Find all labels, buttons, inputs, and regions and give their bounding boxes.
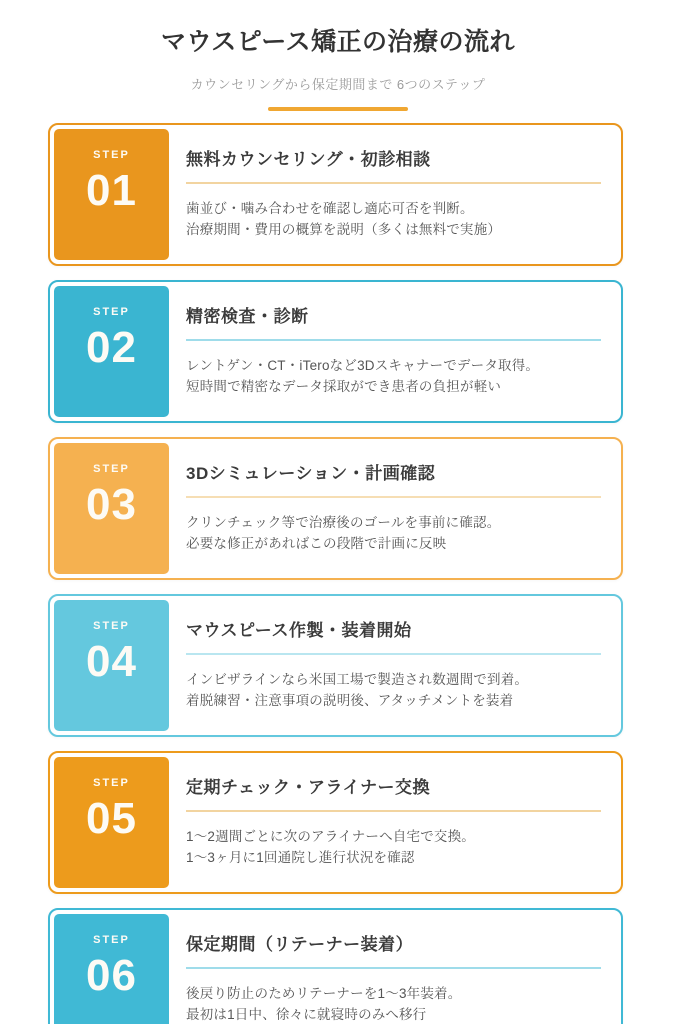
step-card-2 [48,280,623,423]
step-description-line1: クリンチェック等で治療後のゴールを事前に確認。 [186,515,501,530]
step-number-block [54,600,169,731]
step-title: 保定期間（リテーナー装着） [186,935,414,954]
step-list [48,123,623,1024]
step-content [169,914,617,1024]
step-content [169,443,617,574]
step-description-line2: 治療期間・費用の概算を説明（多くは無料で実施） [186,221,502,237]
step-number-block [54,129,169,260]
step-label: STEP [93,934,130,946]
step-number: 01 [86,166,137,215]
step-description-line1: 歯並び・噛み合わせを確認し適応可否を判断。 [186,201,474,216]
step-label: STEP [93,306,130,318]
step-card-6 [48,908,623,1024]
title-accent-bar [268,107,408,111]
step-label: STEP [93,149,130,161]
step-number: 03 [86,480,137,529]
step-card-3 [48,437,623,580]
step-content [169,600,617,731]
step-description-line2: 着脱練習・注意事項の説明後、アタッチメントを装着 [186,692,514,708]
step-description-line2: 1〜3ヶ月に1回通院し進行状況を確認 [186,849,415,865]
step-content [169,286,617,417]
step-number-block [54,914,169,1024]
step-description-line2: 最初は1日中、徐々に就寝時のみへ移行 [186,1006,427,1022]
step-number: 02 [86,323,137,372]
step-content [169,757,617,888]
step-number-block [54,286,169,417]
step-description-line1: レントゲン・CT・iTeroなど3Dスキャナーでデータ取得。 [186,358,540,373]
step-number: 06 [86,951,137,1000]
step-title: 精密検査・診断 [186,307,309,326]
page-header [0,0,676,111]
divider [186,182,601,184]
divider [186,967,601,969]
step-title: 3Dシミュレーション・計画確認 [186,464,436,483]
step-description-line1: 1〜2週間ごとに次のアライナーへ自宅で交換。 [186,829,476,844]
step-number-block [54,757,169,888]
divider [186,339,601,341]
step-label: STEP [93,463,130,475]
step-title: 無料カウンセリング・初診相談 [186,150,431,169]
divider [186,653,601,655]
step-number: 05 [86,794,137,843]
step-title: マウスピース作製・装着開始 [186,621,412,640]
step-description-line2: 短時間で精密なデータ採取ができ患者の負担が軽い [186,378,502,394]
step-card-4 [48,594,623,737]
step-number-block [54,443,169,574]
step-description-line1: インビザラインなら米国工場で製造され数週間で到着。 [186,672,529,687]
step-description-line1: 後戻り防止のためリテーナーを1〜3年装着。 [186,986,462,1001]
page-title: マウスピース矯正の治療の流れ [160,28,515,56]
divider [186,496,601,498]
step-number: 04 [86,637,137,686]
step-card-1 [48,123,623,266]
page-subtitle: カウンセリングから保定期間まで 6つのステップ [190,77,486,92]
step-title: 定期チェック・アライナー交換 [186,778,430,797]
step-description-line2: 必要な修正があればこの段階で計画に反映 [186,535,447,551]
step-label: STEP [93,620,130,632]
step-card-5 [48,751,623,894]
divider [186,810,601,812]
step-label: STEP [93,777,130,789]
step-content [169,129,617,260]
